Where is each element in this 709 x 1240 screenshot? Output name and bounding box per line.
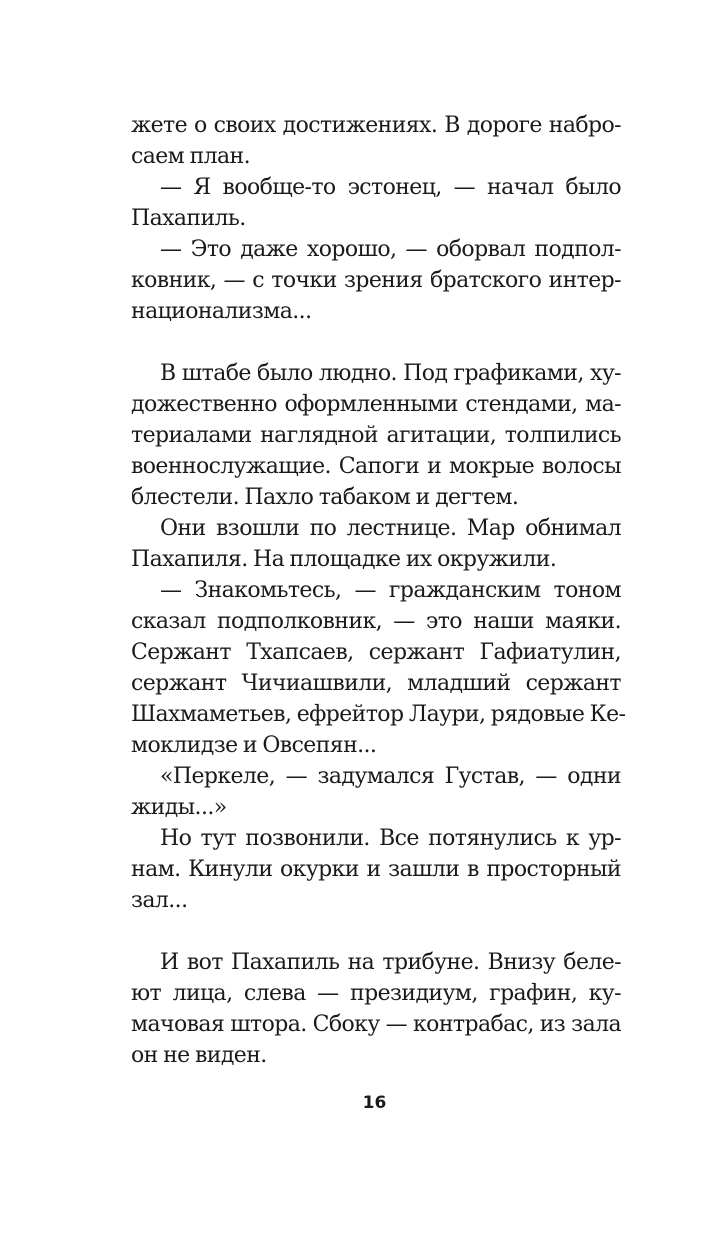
text-line: В штабе было людно. Под графиками, ху- <box>160 361 621 386</box>
text-line: дожественно оформленными стендами, ма- <box>131 392 621 417</box>
text-line: Пахапиля. На площадке их окружили. <box>131 547 557 572</box>
text-line: военнослужащие. Сапоги и мокрые волосы <box>131 454 621 479</box>
text-line: блестели. Пахло табаком и дегтем. <box>131 485 519 510</box>
text-line: нам. Кинули окурки и зашли в просторный <box>131 857 621 882</box>
paragraph-gap <box>131 327 621 358</box>
text-line: национализма... <box>131 299 312 324</box>
text-line: сказал подполковник, — это наши маяки. <box>131 609 621 634</box>
body-text <box>131 110 626 1071</box>
text-line: зал... <box>131 888 188 913</box>
text-line: моклидзе и Овсепян... <box>131 733 377 758</box>
text-line: ковник, — с точки зрения братского интер- <box>131 268 621 293</box>
text-line: Шахмаметьев, ефрейтор Лаури, рядовые Ке- <box>131 702 626 727</box>
text-line: Пахапиль. <box>131 206 246 231</box>
text-line: териалами наглядной агитации, толпились <box>131 423 621 448</box>
text-line: — Знакомьтесь, — гражданским тоном <box>160 578 621 603</box>
text-line: Сержант Тхапсаев, сержант Гафиатулин, <box>131 640 621 665</box>
text-line: саем план. <box>131 144 250 169</box>
text-line: Они взошли по лестнице. Мар обнимал <box>160 516 621 541</box>
text-line: жете о своих достижениях. В дороге набро- <box>131 113 621 138</box>
text-line: — Это даже хорошо, — оборвал подпол- <box>160 237 621 262</box>
text-line: Но тут позвонили. Все потянулись к ур- <box>160 826 621 851</box>
text-line: ют лица, слева — президиум, графин, ку- <box>131 981 621 1006</box>
text-line: сержант Чичиашвили, младший сержант <box>131 671 621 696</box>
page-number: 16 <box>362 1093 387 1113</box>
paragraph-gap <box>131 916 621 947</box>
text-line: мачовая штора. Сбоку — контрабас, из зала <box>131 1012 621 1037</box>
text-line: «Перкеле, — задумался Густав, — одни <box>160 764 621 789</box>
text-line: жиды...» <box>131 795 227 820</box>
text-line: он не виден. <box>131 1043 267 1068</box>
text-line: — Я вообще-то эстонец, — начал было <box>160 175 621 200</box>
text-line: И вот Пахапиль на трибуне. Внизу беле- <box>160 950 621 975</box>
